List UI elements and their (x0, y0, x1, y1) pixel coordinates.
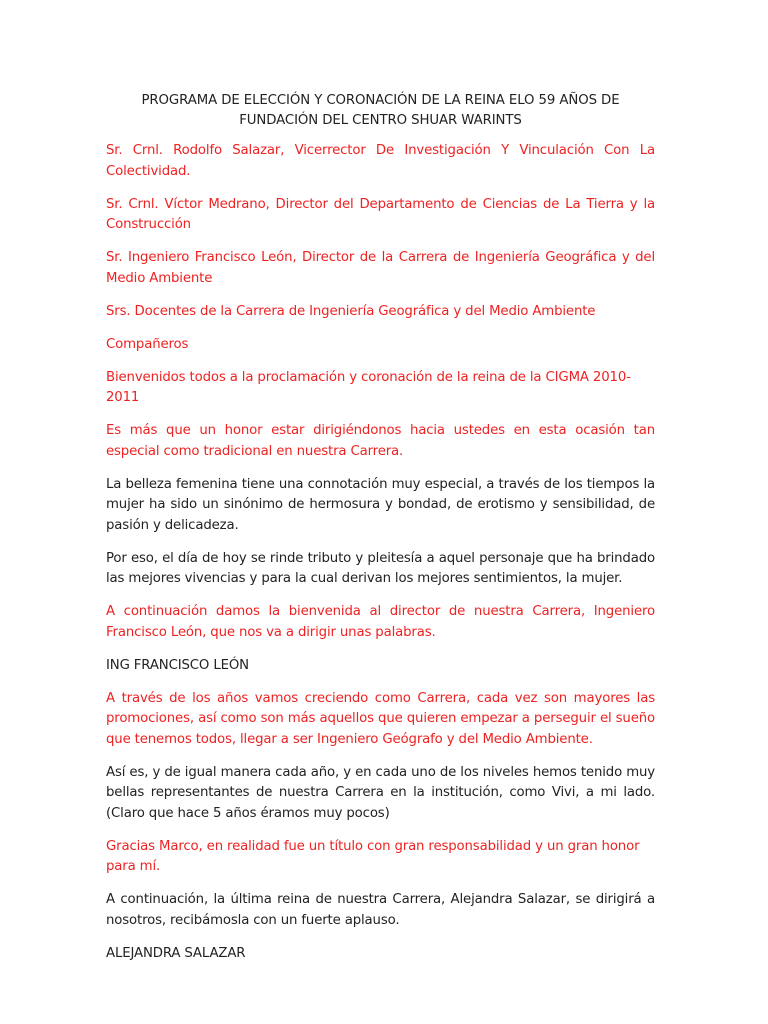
document-title: PROGRAMA DE ELECCIÓN Y CORONACIÓN DE LA REINA ELO 59 AÑOS DE FUNDACIÓN DEL CENTRO SHUAR WARINTS (141, 93, 620, 128)
paragraph-belleza: La belleza femenina tiene una connotación muy especial, a través de los tiempos la mujer ha sido un sinónimo de hermosura y bondad, de erotismo y sensibilidad, de pasión y delicadeza. (106, 476, 655, 533)
paragraph-representantes: Así es, y de igual manera cada año, y en cada uno de los niveles hemos tenido muy bellas representantes de nuestra Carrera en la institución, como Vivi, a mi lado. (Claro que hace 5 años éramos muy pocos) (106, 764, 655, 821)
paragraph-gracias-marco: Gracias Marco, en realidad fue un título con gran responsabilidad y un gran honor para mí. (106, 838, 640, 874)
speaker-name-francisco-leon: ING FRANCISCO LEÓN (106, 657, 249, 673)
speaker-name-alejandra-salazar: ALEJANDRA SALAZAR (106, 945, 246, 961)
paragraph-greeting-vicerrector: Sr. Crnl. Rodolfo Salazar, Vicerrector De Investigación Y Vinculación Con La Colectividad. (106, 143, 655, 179)
paragraph-honor: Es más que un honor estar dirigiéndonos hacia ustedes en esta ocasión tan especial como tradicional en nuestra Carrera. (106, 423, 655, 459)
paragraph-tributo: Por eso, el día de hoy se rinde tributo y pleitesía a aquel personaje que ha brindado las mejores vivencias y para la cual derivan los mejores sentimientos, la mujer. (106, 550, 655, 586)
paragraph-greeting-director-departamento: Sr. Crnl. Víctor Medrano, Director del Departamento de Ciencias de La Tierra y la Construcción (106, 196, 655, 232)
paragraph-greeting-docentes: Srs. Docentes de la Carrera de Ingeniería Geográfica y del Medio Ambiente (106, 303, 596, 319)
paragraph-ultima-reina: A continuación, la última reina de nuestra Carrera, Alejandra Salazar, se dirigirá a nosotros, recibámosla con un fuerte aplauso. (106, 892, 655, 928)
paragraph-bienvenida-director: A continuación damos la bienvenida al director de nuestra Carrera, Ingeniero Francisco León, que nos va a dirigir unas palabras. (106, 604, 655, 640)
paragraph-crecimiento-carrera: A través de los años vamos creciendo como Carrera, cada vez son mayores las promociones, así como son más aquellos que quieren empezar a perseguir el sueño que tenemos todos, llegar a ser Ingeniero Geógrafo y del Medio Ambiente. (106, 690, 655, 747)
paragraph-greeting-director-carrera: Sr. Ingeniero Francisco León, Director de la Carrera de Ingeniería Geográfica y del Medio Ambiente (106, 250, 655, 286)
paragraph-welcome: Bienvenidos todos a la proclamación y coronación de la reina de la CIGMA 2010-2011 (106, 369, 631, 405)
paragraph-greeting-companeros: Compañeros (106, 336, 189, 352)
